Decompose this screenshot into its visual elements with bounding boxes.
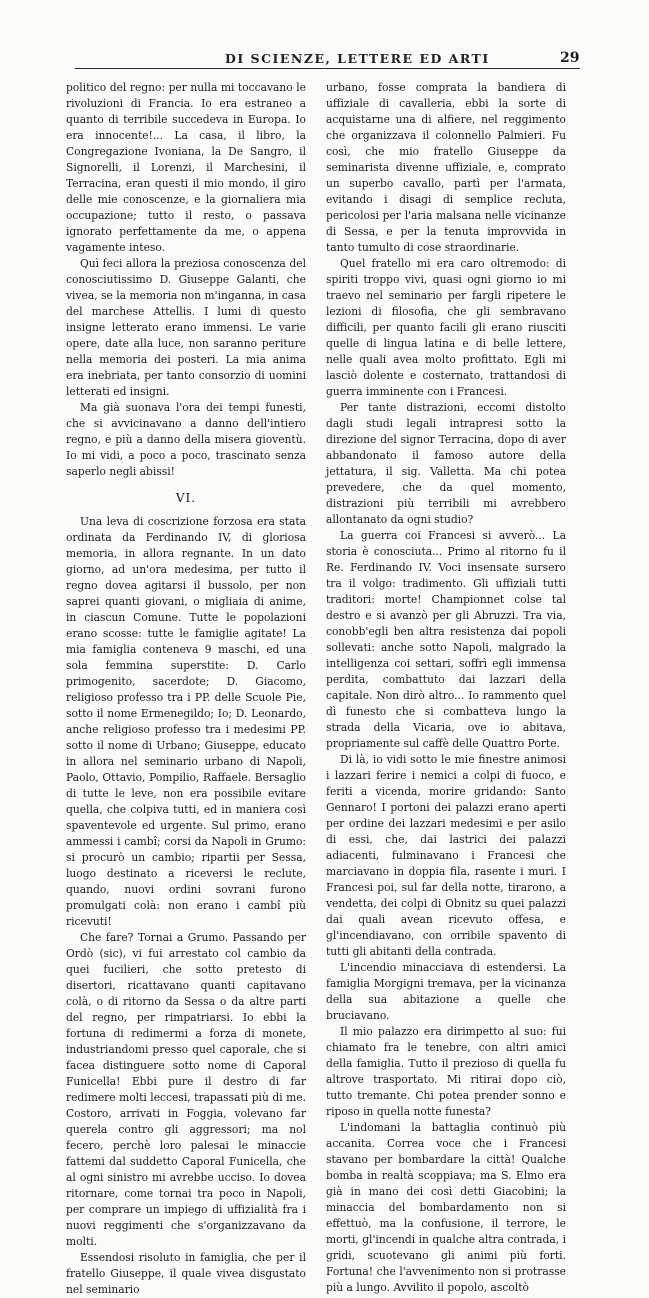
paragraph: Il mio palazzo era dirimpetto al suo: fui chiamato fra le tenebre, con altri amici della famiglia. Tutto il prezioso di quella fu altrove trasportato. Mi ritirai dopo ciò, tutto tremante. Chi potea prender sonno e riposo in quella notte funesta? — [326, 1025, 566, 1118]
paragraph: Una leva di coscrizione forzosa era stata ordinata da Ferdinando IV, di gloriosa memoria, in allora regnante. In un dato giorno, ad un'ora medesima, per tutto il regno dovea agitarsi il bussolo, per non saprei quanti giovani, o migliaia di anime, in ciascun Comune. Tutte le popolazioni erano scosse: tutte le famiglie agitate! La mia famiglia conteneva 9 maschi, ed una sola femmina superstite: D. Carlo primogenito, sacerdote; D. Giacomo, religioso professo tra i PP. delle Scuole Pie, sotto il nome Ermenegildo; Io; D. Leonardo, anche religioso professo tra i medesimi PP. sotto il nome di Urbano; Giuseppe, educato in allora nel seminario urbano di Napoli, Paolo, Ottavio, Pompilio, Raffaele. Bersaglio di tutte le leve, non era possibile evitare quella, che colpiva tutti, ed in maniera così spaventevole ed urgente. Sul primo, erano ammessi i cambî; corsi da Napoli in Grumo: si procurò un cambio; ripartii per Sessa, luogo destinato a riceversi le reclute, quando, nuovi ordini sovrani furono promulgati colà: non erano i cambî più ricevuti! — [66, 515, 306, 928]
paragraph: Di là, io vidi sotto le mie finestre animosi i lazzari ferire i nemici a colpi di fuoco, e feriti a vicenda, morire gridando: Santo Gennaro! I portoni dei palazzi erano aperti per ordine dei lazzari medesimi e per asilo di essi, che, dai lastrici dei palazzi adiacenti, fulminavano i Francesi che marciavano in doppia fila, rasente i muri. I Francesi poi, sul far della notte, tirarono, a vendetta, dei colpi di Obnitz su quei palazzi dai quali avean ricevuto offesa, e gl'incendiavano, con orribile spavento di tutti gli abitanti della contrada. — [326, 753, 566, 958]
paragraph: Essendosi risoluto in famiglia, che per il fratello Giuseppe, il quale vivea disgustato nel seminario — [66, 1251, 306, 1296]
paragraph: Quel fratello mi era caro oltremodo: di spiriti troppo vivi, quasi ogni giorno io mi traevo nel seminario per fargli ripetere le lezioni di filosofia, che gli sembravano difficili, per quanto facili gli erano riusciti quelle di lingua latina e di belle lettere, nelle quali avea molto profittato. Egli mi lasciò dolente e costernato, trattandosi di guerra imminente con i Francesi. — [326, 257, 566, 398]
page-header — [0, 40, 649, 70]
paragraph: Per tante distrazioni, eccomi distolto dagli studi legali intrapresi sotto la direzione del signor Terracina, dopo di aver abbandonato il famoso autore della jettatura, il sig. Valletta. Ma chi potea prevedere, che da quel momento, distrazioni più terribili mi avrebbero allontanato da ogni studio? — [326, 401, 566, 526]
paragraph: urbano, fosse comprata la bandiera di uffiziale di cavalleria, ebbi la sorte di acquistarne una di alfiere, nel reggimento che organizzava il colonnello Palmieri. Fu così, che mio fratello Giuseppe da seminarista divenne uffiziale, e, comprato un superbo cavallo, partì per l'armata, evitando i disagi di semplice recluta, pericolosi per l'aria malsana nelle vicinanze di Sessa, e per la tenuta improvvida in tanto tumulto di cose straordinarie. — [326, 81, 566, 254]
header-rule — [75, 68, 580, 69]
left-column — [66, 80, 306, 1296]
paragraph: Ma già suonava l'ora dei tempi funesti, che si avvicinavano a danno dell'intiero regno, e più a danno della misera gioventù. Io mi vidi, a poco a poco, trascinato senza saperlo negli abissi! — [66, 401, 306, 478]
paragraph: L'incendio minacciava di estendersi. La famiglia Morgigni tremava, per la vicinanza della sua abitazione a quelle che bruciavano. — [326, 961, 566, 1022]
paragraph: La guerra coi Francesi si avverò... La storia è conosciuta... Primo al ritorno fu il Re. Ferdinando IV. Voci insensate sursero tra il volgo: tradimento. Gli uffiziali tutti traditori: morte! Championnet colse tal destro e si avanzò per gli Abruzzi. Tra via, conobb'egli ben altra resistenza dai popoli sollevati: anche sotto Napoli, malgrado la intelligenza coi settari, soffrì egli immensa perdita, combattuto dai lazzari della capitale. Non dirò altro... Io rammento quel dì funesto che si combatteva lungo la strada della Vicaria, ove io abitava, propriamente sul caffè delle Quattro Porte. — [326, 529, 566, 750]
paragraph: Che fare? Tornai a Grumo. Passando per Ordò (sic), vi fui arrestato col cambio da quei fucilieri, che sotto pretesto di disertori, ricattavano quanti capitavano colà, o di ritorno da Sessa o da altre parti del regno, per rimpatriarsi. Io ebbi la fortuna di redimermi a forza di monete, industriandomi presso quel caporale, che si facea distinguere sotto nome di Caporal Funicella! Ebbi pure il destro di far redimere molti leccesi, trapassati più di me. Costoro, arrivati in Foggia, volevano far querela contro gli aggressori; ma nol fecero, perchè loro palesai le minaccie fattemi dal suddetto Caporal Funicella, che al ogni sinistro mi avrebbe ucciso. Io dovea ritornare, come tornai tra poco in Napoli, per comprare un impiego di uffizialità fra i nuovi reggimenti che s'organizzavano da molti. — [66, 931, 306, 1248]
running-title: DI SCIENZE, LETTERE ED ARTI — [225, 51, 490, 66]
right-column — [326, 80, 566, 1294]
paragraph: politico del regno: per nulla mi toccavano le rivoluzioni di Francia. Io era estraneo a quanto di terribile succedeva in Europa. Io era innocente!... La casa, il libro, la Congregazione Ivoniana, la De Sangro, il Signorelli, il Lorenzi, il Marchesini, il Terracina, eran questi il mio mondo, il giro delle mie conoscenze, e la giornaliera mia occupazione; tutto il resto, o passava ignorato perfettamente da me, o appena vagamente inteso. — [66, 81, 306, 254]
paragraph: L'indomani la battaglia continuò più accanita. Correa voce che i Francesi stavano per bombardare la città! Qualche bomba in realtà scoppiava; ma S. Elmo era già in mano dei così detti Giacobini; la minaccia del bombardamento non si effettuò, ma la confusione, il terrore, le morti, gl'incendi in qualche altra contrada, i gridi, scuotevano gli animi più forti. Fortuna! che l'avvenimento non si protrasse più a lungo. Avvilito il popolo, ascoltò — [326, 1121, 566, 1294]
paragraph: Quì feci allora la preziosa conoscenza del conosciutissimo D. Giuseppe Galanti, che vivea, se la memoria non m'inganna, in casa del marchese Attellis. I lumi di questo insigne letterato erano immensi. Le varie opere, date alla luce, non saranno periture nella memoria dei posteri. La mia anima era inebriata, per tanto consorzio di uomini letterati ed insigni. — [66, 257, 306, 398]
section-heading: VI. — [175, 491, 197, 505]
page-number: 29 — [560, 50, 580, 66]
